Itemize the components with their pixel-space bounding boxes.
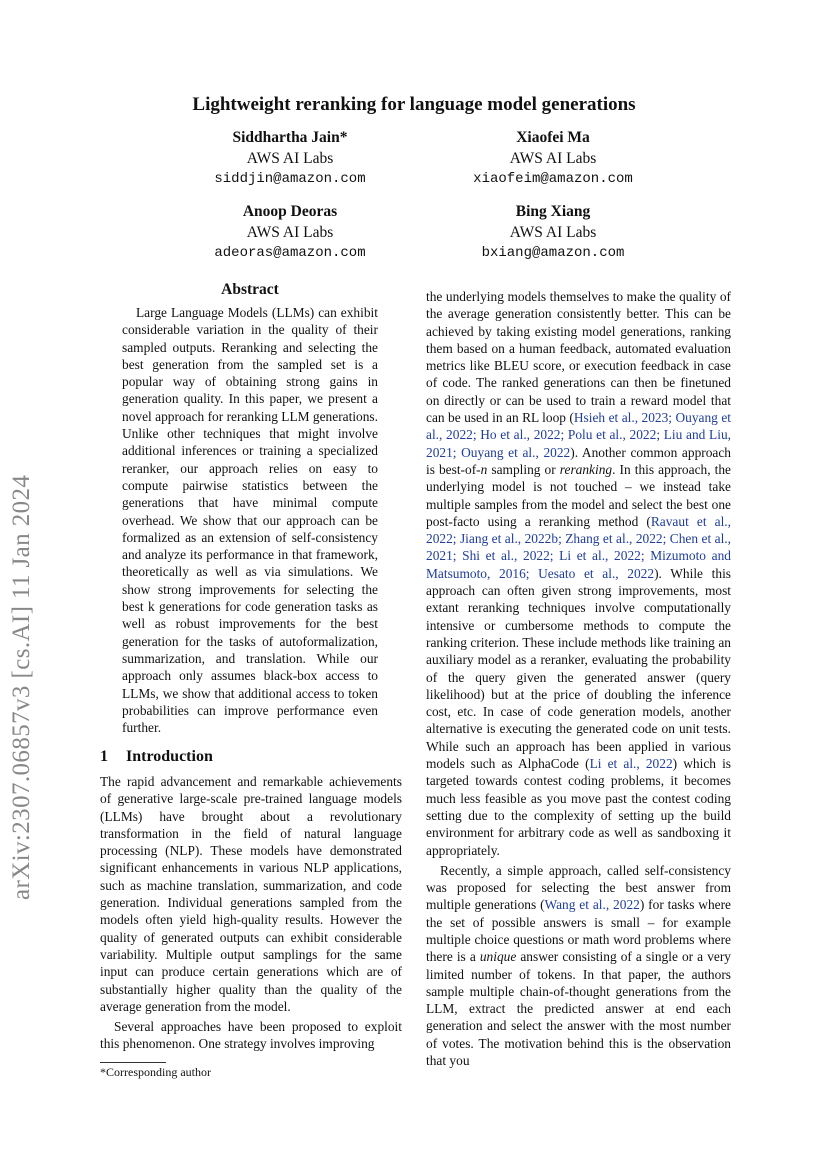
emphasis-text: unique [479,949,517,965]
emphasis-text: n [480,461,488,477]
author-affiliation: AWS AI Labs [509,150,597,167]
intro-paragraph: Several approaches have been proposed to exploit this phenomenon. One strategy involves improving [100,1019,402,1052]
citation-link[interactable]: Li et al., 2022 [589,756,673,772]
citation-link[interactable]: Ravaut et al., 2022; Jiang et al., 2022b; Zhang et al., 2022; Chen et al., 2021; Shi et al., 2022; Li et al., 2022; Mizumoto and Matsumoto, 2016; Uesato et al., 2022 [426,513,731,581]
author-block [433,201,673,264]
body-text: sampling or [487,461,560,477]
section-number: 1 [100,748,108,765]
arxiv-side-stamp: arXiv:2307.06857v3 [cs.AI] 11 Jan 2024 [8,474,35,900]
author-block [170,127,410,190]
citation-link[interactable]: Wang et al., 2022 [544,897,640,913]
body-text: the underlying models themselves to make the quality of the average generation consistently better. This can be achieved by taking existing model generations, ranking them based on a human feedback, automated evaluation metrics like BLEU score, or execution feedback in case of code. The ranked generations can then be finetuned on directly or can be used to train a reward model that can be used in an RL loop ( [426,289,731,426]
citation-link[interactable]: Hsieh et al., 2023; Ouyang et al., 2022; Ho et al., 2022; Polu et al., 2022; Liu and Liu, 2021; Ouyang et al., 2022 [426,410,731,460]
abstract-text: Large Language Models (LLMs) can exhibit considerable variation in the quality of their sampled outputs. Reranking and selecting the best generation from the sampled set is a popular way of obtaining strong gains in generation quality. In this paper, we present a novel approach for reranking LLM generations. Unlike other techniques that might involve additional inferences or training a specialized reranker, our approach relies on easy to compute pairwise statistics between the generations that have minimal compute overhead. We show that our approach can be formalized as an extension of self-consistency and analyze its performance in that framework, theoretically as well as via simulations. We show strong improvements for selecting the best k generations for code generation tasks as well as robust improvements for the best generation for the tasks of autoformalization, summarization, and translation. While our approach only assumes black-box access to LLMs, we show that additional access to token probabilities can improve performance even further. [122,305,378,736]
footnote: *Corresponding author [100,1065,211,1079]
body-text: . In this approach, the underlying model is not touched – we instead take multiple samples from the model and select the best one post-facto using a reranking method ( [426,461,731,529]
author-block [433,127,673,190]
author-name: Bing Xiang [515,203,591,220]
author-affiliation: AWS AI Labs [246,150,334,167]
footnote-rule [100,1062,166,1063]
author-email: xiaofeim@amazon.com [473,171,633,187]
emphasis-text: reranking [559,461,613,477]
author-name: Xiaofei Ma [516,129,590,146]
author-email: adeoras@amazon.com [214,245,366,261]
author-affiliation: AWS AI Labs [246,224,334,241]
author-name: Anoop Deoras [242,203,338,220]
intro-paragraph: The rapid advancement and remarkable achievements of generative large-scale pre-trained language models (LLMs) have brought about a revolutionary transformation in the field of natural language processing (NLP). These models have demonstrated significant enhancements in various NLP applications, such as machine translation, summarization, and code generation. Individual generations sampled from the models often yield high-quality results. However the quality of generated outputs can exhibit considerable variability. Multiple output samplings for the same input can produce certain generations which are of substantially higher quality than the quality of the average generation from the model. [100,774,402,1014]
body-paragraph [426,862,731,1070]
author-block [170,201,410,264]
body-text: ). Another common approach is best-of- [426,444,732,477]
paper-title: Lightweight reranking for language model generations [192,94,636,115]
author-name: Siddhartha Jain* [232,129,348,146]
body-paragraph [426,288,731,859]
body-text: ). While this approach can often given strong improvements, most extant reranking techniques involve computationally intensive or cumbersome methods to compute the ranking criterion. These include methods like training an auxiliary model as a reranker, evaluating the probability of the query given the generated answer (query likelihood) but at the price of doubling the inference cost, etc. In case of code generation models, another alternative is executing the generated code on unit tests. While such an approach has been applied in various models such as AlphaCode ( [426,565,731,772]
author-affiliation: AWS AI Labs [509,224,597,241]
section-title: Introduction [126,748,213,765]
body-text: Recently, a simple approach, called self-consistency was proposed for selecting the best answer from multiple generations ( [426,862,731,913]
author-email: bxiang@amazon.com [481,245,625,261]
abstract-heading: Abstract [221,281,279,298]
body-text: ) for tasks where the set of possible answers is small – for example multiple choice questions or math word problems where there is a [426,897,731,965]
body-text: answer consisting of a single or a very limited number of tokens. In that paper, the authors sample multiple chain-of-thought generations from the LLM, extract the predicted answer at end each generation and select the answer with the most number of votes. The motivation behind this is the observation that you [426,949,731,1069]
left-column [100,773,402,1053]
body-text: ) which is targeted towards contest coding problems, it becomes much less feasible as you move past the contest coding setting due to the complexity of setting up the build environment for arbitrary code as well as sandboxing it appropriately. [426,756,732,858]
section-heading [100,748,213,766]
right-column [426,288,731,1069]
author-email: siddjin@amazon.com [214,171,366,187]
